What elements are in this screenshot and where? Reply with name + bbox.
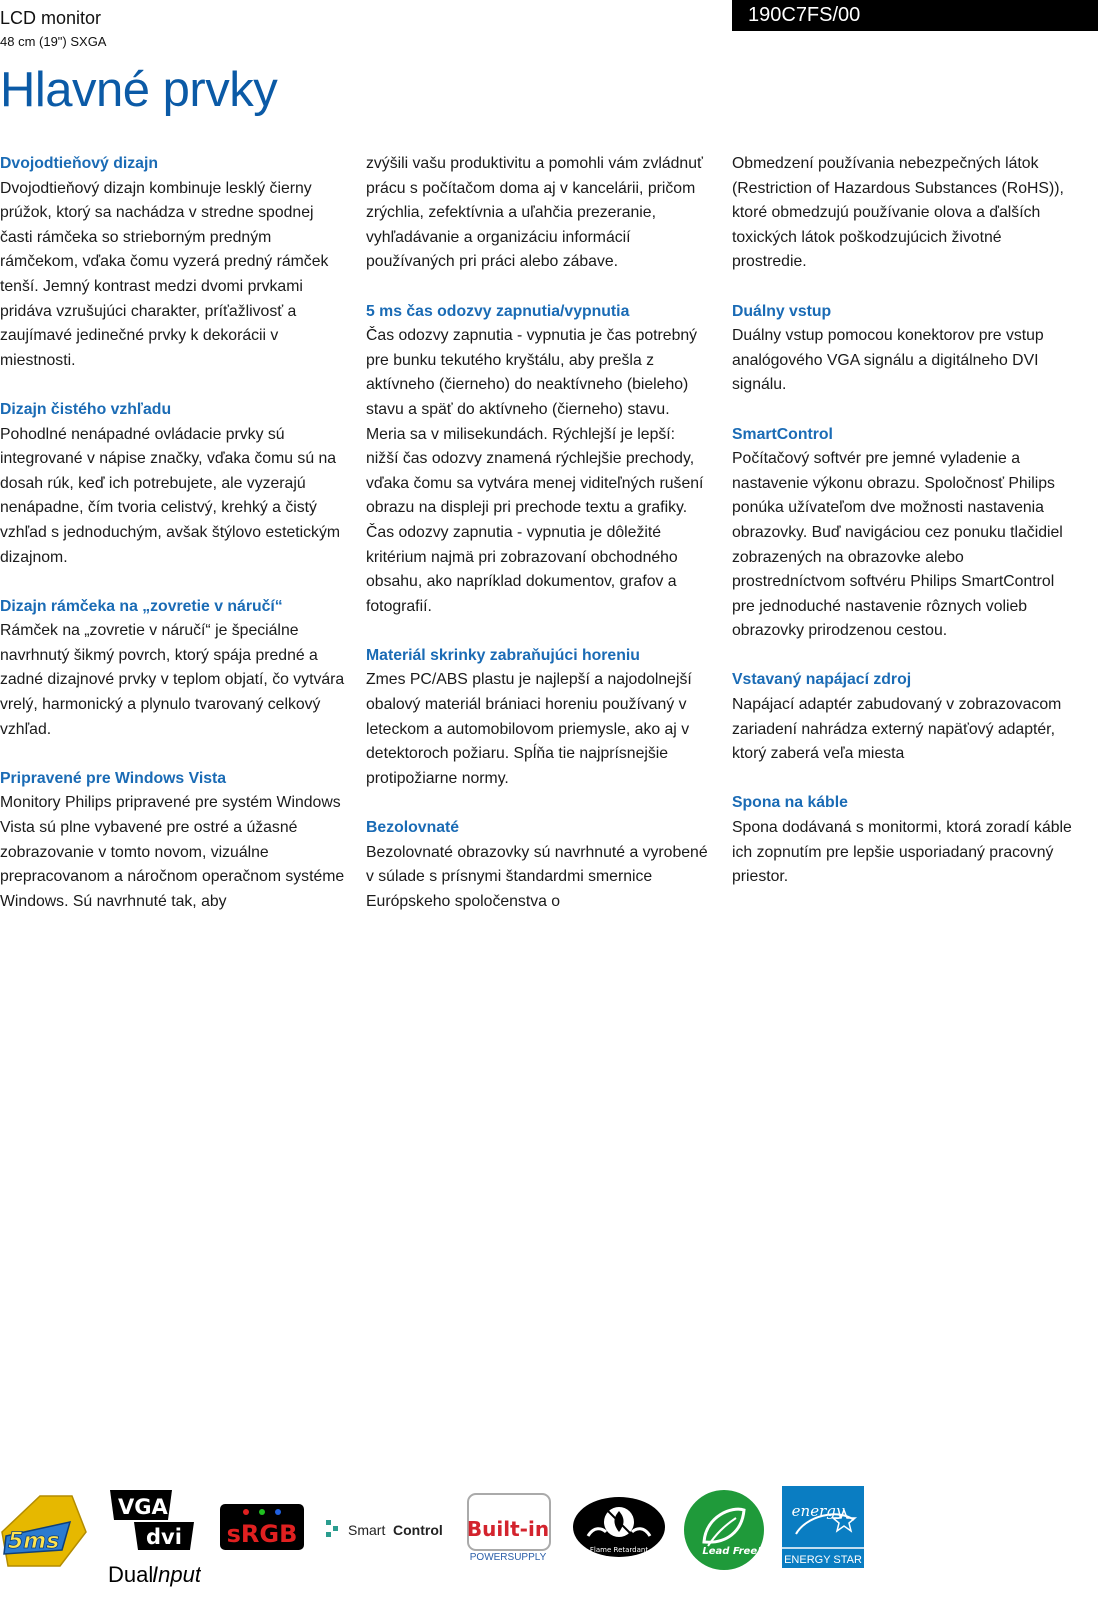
flame-text: Flame Retardant bbox=[589, 1546, 649, 1554]
energy-star-text: ENERGY STAR bbox=[784, 1554, 862, 1566]
section-heading: Dvojodtieňový dizajn bbox=[0, 155, 158, 172]
section-body: Obmedzení používania nebezpečných látok (Restriction of Hazardous Substances (RoHS)), ktoré obmedzujú používanie olova a ďalších toxických látok poškodzujúcich životné prostredie. bbox=[732, 155, 1064, 271]
section-body: Rámček na „zovretie v náručí“ je špeciálne navrhnutý šikmý povrch, ktorý spája predné a zadné dizajnové prvky v teplom objatí, čo vytvára vrelý, harmonický a plynulo tvarovaný celkový vzhľad. bbox=[0, 622, 345, 738]
model-number: 190C7FS/00 bbox=[732, 0, 1098, 31]
vga-text: VGA bbox=[118, 1495, 168, 1519]
lead-free-logo-icon bbox=[682, 1488, 766, 1572]
energy-word-text: energy bbox=[791, 1502, 845, 1520]
logo-strip bbox=[0, 1480, 1098, 1598]
section-heading: SmartControl bbox=[732, 425, 833, 443]
five-ms-logo-icon bbox=[0, 1492, 90, 1572]
feature-embrace-bezel bbox=[0, 595, 345, 743]
feature-lead-free-cont bbox=[732, 152, 1080, 275]
section-body: Duálny vstup pomocou konektorov pre vstup analógového VGA signálu a digitálneho DVI signálu. bbox=[732, 327, 1044, 394]
product-size: 48 cm (19") SXGA bbox=[0, 34, 107, 49]
feature-two-tone-design bbox=[0, 152, 345, 373]
product-type: LCD monitor bbox=[0, 8, 102, 28]
energy-star-logo-icon bbox=[782, 1486, 864, 1568]
section-body: Pohodlné nenápadné ovládacie prvky sú integrované v nápise značky, vďaka čomu sú na dosah rúk, keď ich potrebujete, ale vyzerajú nenápadne, čím tvoria celistvý, krehký a čistý vzhľad s jednoduchým, avšak štýlovo estetickým dizajnom. bbox=[0, 425, 340, 566]
feature-windows-vista-cont bbox=[366, 152, 711, 275]
dvi-text: dvi bbox=[146, 1525, 182, 1549]
column-1 bbox=[0, 152, 345, 939]
section-body: Napájací adaptér zabudovaný v zobrazovacom zariadení nahrádza externý napäťový adaptér, ktorý zaberá veľa miesta bbox=[732, 696, 1062, 763]
section-heading: Vstavaný napájací zdroj bbox=[732, 671, 912, 689]
section-body: Čas odozvy zapnutia - vypnutia je čas potrebný pre bunku tekutého kryštálu, aby prešla z aktívneho (čierneho) do neaktívneho (bieleho) stavu a späť do aktívneho (čierneho) stavu. Meria sa v milisekundách. Rýchlejší je lepší: nižší čas odozvy znamená rýchlejšie prechody, vďaka čomu sa vytvára menej viditeľných rušení obrazu na displeji pri prechode textu a grafiky. Čas odozvy zapnutia - vypnutia je dôležité kritérium najmä pri zobrazovaní obchodného obsahu, ako napríklad dokumentov, grafov a fotografií. bbox=[366, 327, 704, 615]
feature-clean-design bbox=[0, 398, 345, 570]
powersupply-text: POWERSUPPLY bbox=[469, 1552, 547, 1563]
smart-text: Smart bbox=[348, 1522, 386, 1538]
section-heading: Spona na káble bbox=[732, 794, 848, 812]
flame-retardant-logo-icon bbox=[572, 1496, 666, 1558]
section-heading: 5 ms čas odozvy zapnutia/vypnutia bbox=[366, 302, 630, 320]
feature-built-in-power bbox=[732, 668, 1080, 766]
five-ms-text: 5ms bbox=[8, 1529, 60, 1554]
feature-lead-free bbox=[366, 816, 711, 914]
column-3 bbox=[732, 152, 1080, 914]
feature-flame-retardant bbox=[366, 644, 711, 792]
page-title: Hlavné prvky bbox=[0, 63, 278, 117]
input-text: Input bbox=[152, 1562, 201, 1587]
feature-response-time bbox=[366, 300, 711, 620]
section-heading: Dizajn čistého vzhľadu bbox=[0, 400, 172, 418]
column-2 bbox=[366, 152, 711, 939]
dual-text: Dual bbox=[108, 1562, 154, 1587]
feature-dual-input bbox=[732, 300, 1080, 398]
section-body: Bezolovnaté obrazovky sú navrhnuté a vyrobené v súlade s prísnymi štandardmi smernice Európskeho spoločenstva o bbox=[366, 843, 708, 910]
control-text: Control bbox=[393, 1522, 443, 1538]
section-heading: Materiál skrinky zabraňujúci horeniu bbox=[366, 646, 640, 664]
dual-input-logo-icon bbox=[106, 1486, 201, 1596]
feature-windows-vista bbox=[0, 767, 345, 915]
builtin-power-logo-icon bbox=[462, 1492, 556, 1564]
section-body: Dvojodtieňový dizajn kombinuje lesklý čierny prúžok, ktorý sa nachádza v stredne spodnej časti rámčeka so strieborným predným rámčekom, vďaka čomu vyzerá predný rámček tenší. Jemný kontrast medzi dvomi prvkami pridáva vzrušujúci charakter, príťažlivosť a zaujímavé jedinečné prvky k dekorácii v miestnosti. bbox=[0, 179, 329, 369]
section-body: Spona dodávaná s monitormi, ktorá zoradí káble ich zopnutím pre lepšie usporiadaný pracovný priestor. bbox=[732, 819, 1072, 886]
smartcontrol-logo-icon bbox=[324, 1516, 448, 1542]
srgb-logo-icon bbox=[220, 1504, 304, 1550]
section-heading: Duálny vstup bbox=[732, 302, 832, 320]
lead-free-text: Lead Free! bbox=[702, 1546, 762, 1557]
section-heading: Dizajn rámčeka na „zovretie v náručí“ bbox=[0, 597, 283, 615]
srgb-text: sRGB bbox=[226, 1520, 298, 1548]
builtin-text: Built-in bbox=[466, 1517, 550, 1541]
section-body: zvýšili vašu produktivitu a pomohli vám zvládnuť prácu s počítačom doma aj v kancelárii, pričom zrýchlia, zefektívnia a uľahčia prezeranie, vyhľadávanie a organizáciu informácií používaných pri práci alebo zábave. bbox=[366, 155, 703, 271]
section-heading: Bezolovnaté bbox=[366, 819, 460, 837]
section-body: Počítačový softvér pre jemné vyladenie a nastavenie výkonu obrazu. Spoločnosť Philips ponúka užívateľom dve možnosti nastavenia obrazovky. Buď navigáciou cez ponuku tlačidiel zobrazených na obrazovke alebo prostredníctvom softvéru Philips SmartControl pre jednoduché nastavenie rôznych volieb obrazovky prirodzenou cestou. bbox=[732, 450, 1063, 640]
section-heading: Pripravené pre Windows Vista bbox=[0, 769, 227, 787]
feature-cable-clip bbox=[732, 791, 1080, 889]
section-body: Zmes PC/ABS plastu je najlepší a najodolnejší obalový materiál brániaci horeniu používaný v leteckom a automobilovom priemysle, ako aj v detektoroch požiaru. Spĺňa tie najprísnejšie protipožiarne normy. bbox=[366, 671, 692, 787]
section-body: Monitory Philips pripravené pre systém Windows Vista sú plne vybavené pre ostré a úžasné zobrazovanie v tomto novom, vizuálne prepracovanom a náročnom operačnom systéme Windows. Sú navrhnuté tak, aby bbox=[0, 794, 345, 910]
feature-smartcontrol bbox=[732, 423, 1080, 644]
